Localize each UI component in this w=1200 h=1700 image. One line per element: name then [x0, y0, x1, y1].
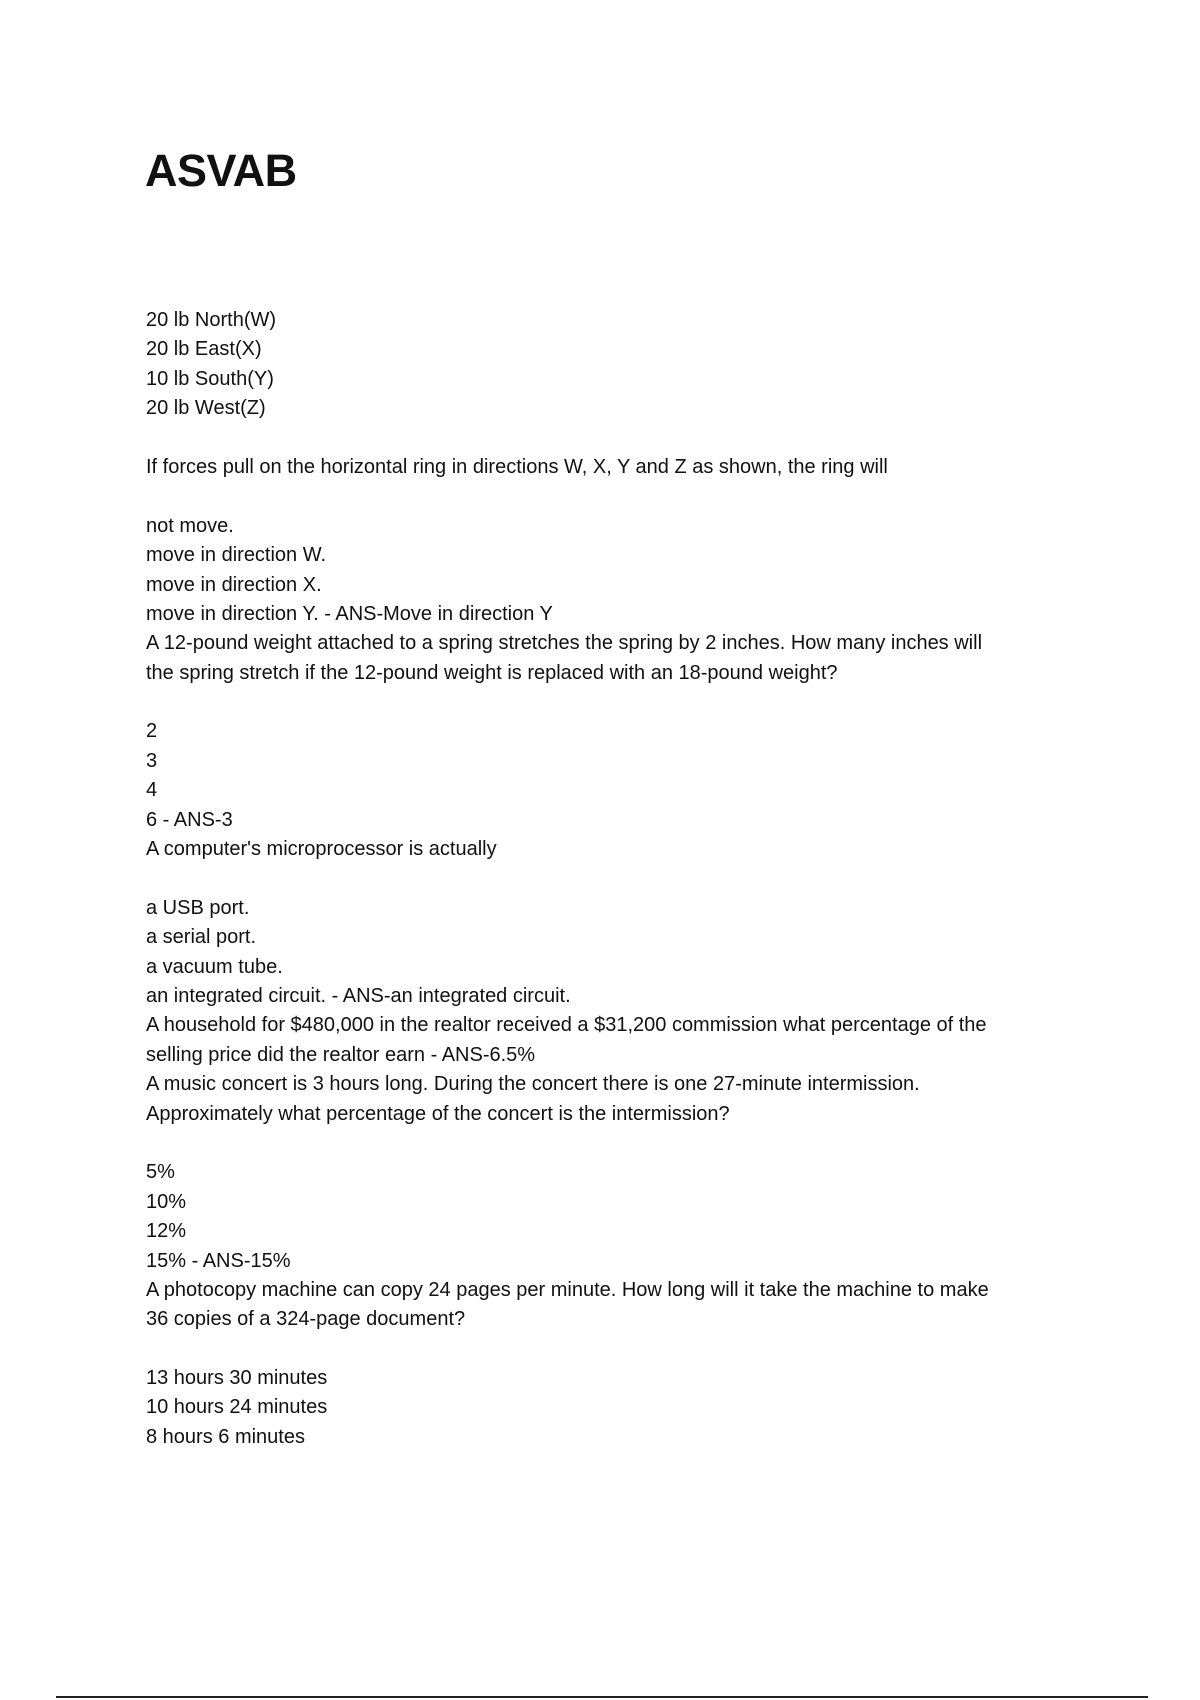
text-line: A household for $480,000 in the realtor received a $31,200 commission what percentage of the — [146, 1014, 987, 1037]
text-line: not move. — [146, 514, 234, 537]
document-title: ASVAB — [145, 145, 297, 196]
text-line: 20 lb North(W) — [146, 309, 277, 331]
text-line: an integrated circuit. - ANS-an integrated circuit. — [146, 984, 571, 1007]
text-line: A photocopy machine can copy 24 pages per minute. How long will it take the machine to make — [146, 1278, 989, 1301]
footer-divider — [56, 1696, 1148, 1698]
text-line: a vacuum tube. — [146, 955, 283, 978]
text-line: A 12-pound weight attached to a spring stretches the spring by 2 inches. How many inches will — [146, 632, 983, 655]
text-line: 15% - ANS-15% — [146, 1249, 291, 1272]
text-line: move in direction W. — [146, 544, 327, 567]
text-line: 4 — [146, 779, 158, 802]
text-line: 10 hours 24 minutes — [146, 1396, 328, 1419]
text-line: If forces pull on the horizontal ring in directions W, X, Y and Z as shown, the ring will — [146, 455, 888, 478]
text-line: 8 hours 6 minutes — [146, 1425, 305, 1448]
text-line: 20 lb West(Z) — [146, 397, 266, 420]
text-line: a USB port. — [146, 896, 250, 919]
text-line: 3 — [146, 749, 158, 772]
text-line: 20 lb East(X) — [146, 338, 262, 361]
text-line: selling price did the realtor earn - ANS-6.5% — [146, 1043, 536, 1066]
text-line: 2 — [146, 720, 158, 743]
blank-line — [146, 688, 989, 717]
document-body — [146, 306, 989, 1452]
text-line: 10% — [146, 1190, 187, 1213]
blank-line — [146, 1129, 989, 1158]
text-line: A computer's microprocessor is actually — [146, 838, 497, 861]
text-line: 12% — [146, 1220, 187, 1243]
text-line: move in direction Y. - ANS-Move in direction Y — [146, 602, 553, 625]
text-line: 36 copies of a 324-page document? — [146, 1308, 466, 1331]
blank-line — [146, 424, 989, 453]
text-line: 13 hours 30 minutes — [146, 1367, 328, 1390]
text-line: A music concert is 3 hours long. During the concert there is one 27-minute intermission. — [146, 1073, 920, 1096]
blank-line — [146, 864, 989, 893]
text-line: the spring stretch if the 12-pound weight is replaced with an 18-pound weight? — [146, 661, 838, 684]
text-line: 6 - ANS-3 — [146, 808, 233, 831]
blank-line — [146, 482, 989, 511]
text-line: 10 lb South(Y) — [146, 367, 274, 390]
text-line: a serial port. — [146, 926, 257, 949]
text-line: Approximately what percentage of the concert is the intermission? — [146, 1102, 730, 1125]
blank-line — [146, 1335, 989, 1364]
text-line: move in direction X. — [146, 573, 322, 596]
text-line: 5% — [146, 1161, 175, 1184]
